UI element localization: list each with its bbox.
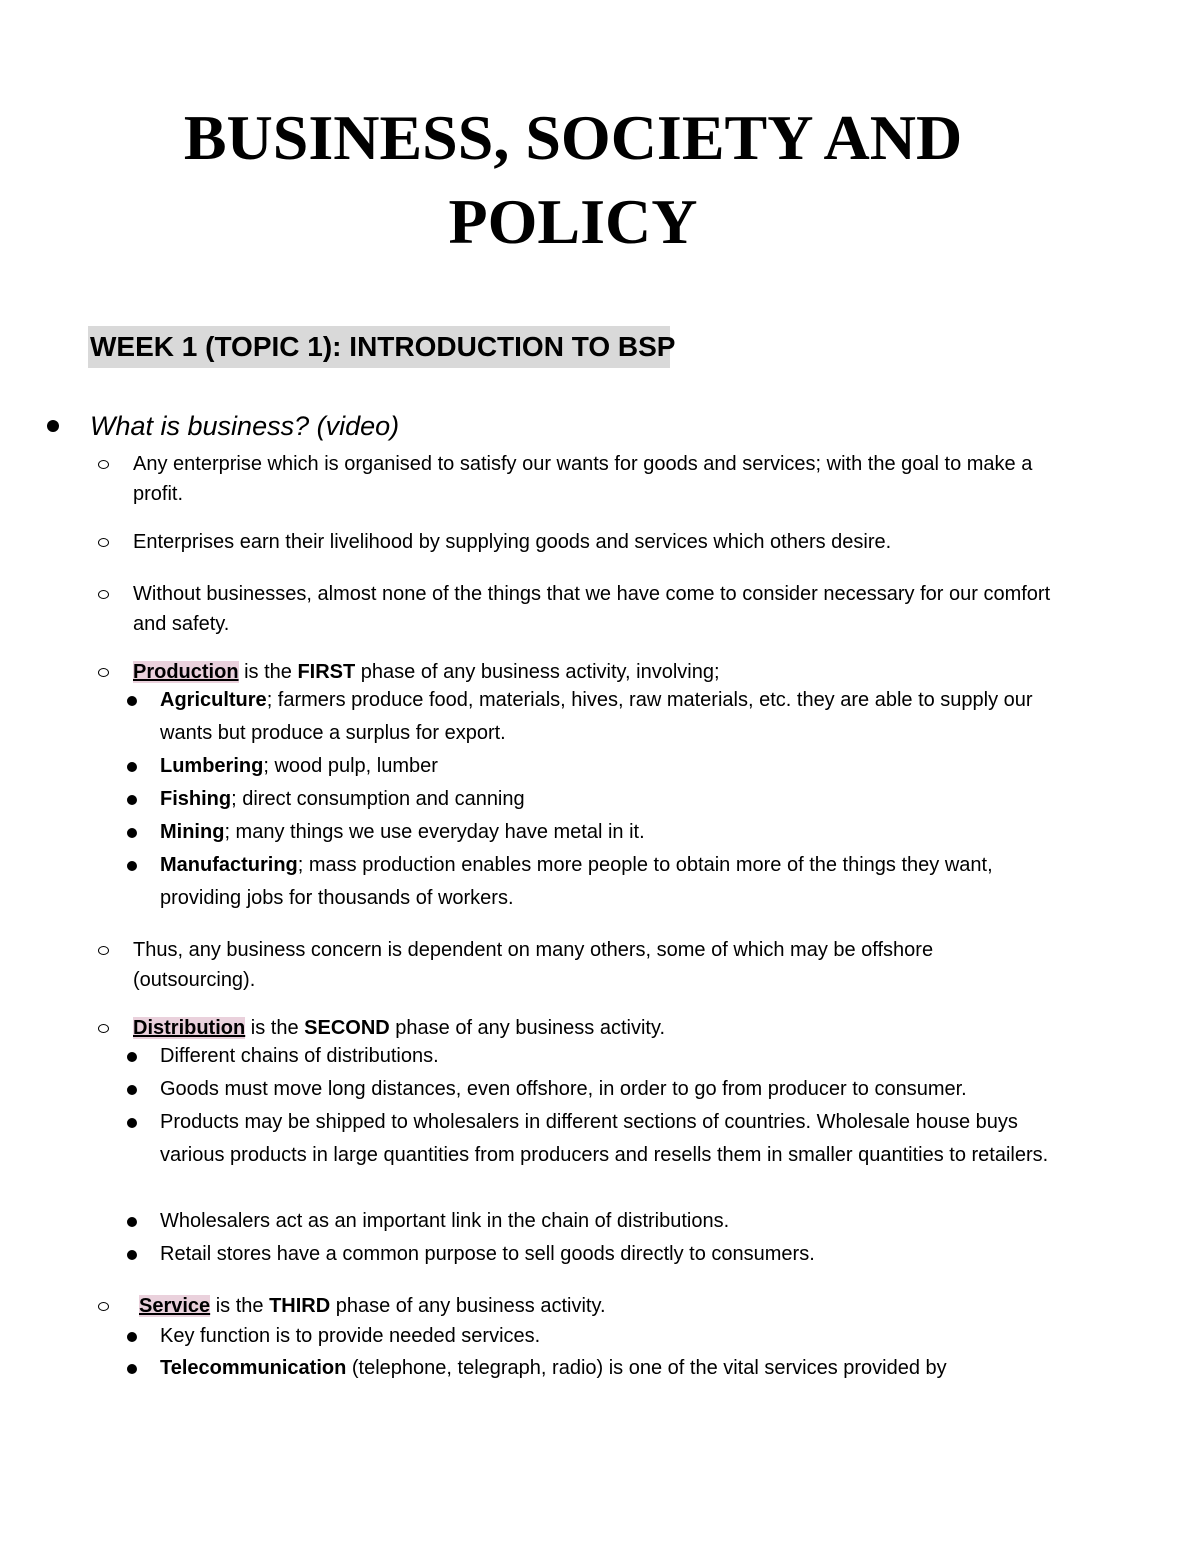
item-text: ; farmers produce food, materials, hives, raw materials, etc. they are able to supply our wants but produce a surplus for export. [160,689,1033,744]
item-term: Mining [160,821,225,843]
circle-bullet-icon [98,1024,109,1033]
distribution-line [133,1013,1053,1043]
week-heading: WEEK 1 (TOPIC 1): INTRODUCTION TO BSP [88,326,670,368]
paragraph-dependence: Thus, any business concern is dependent on many others, some of which may be offshore (outsourcing). [133,939,934,991]
bullet-icon [127,696,137,706]
circle-bullet-icon [98,1302,109,1311]
item-term: Fishing [160,788,232,810]
circle-bullet-icon [98,590,109,599]
service-phase: THIRD [269,1295,331,1317]
item-text: ; mass production enables more people to obtain more of the things they want, providing jobs for thousands of workers. [160,854,993,909]
circle-bullet-icon [98,668,109,677]
item-text: ; many things we use everyday have metal in it. [224,821,645,843]
service-line [139,1291,1059,1321]
service-term: Service [139,1295,211,1317]
list-item: Retail stores have a common purpose to sell goods directly to consumers. [160,1243,815,1265]
distribution-term: Distribution [133,1017,246,1039]
production-pre: is the [238,661,298,683]
paragraph-livelihood: Enterprises earn their livelihood by supplying goods and services which others desire. [133,531,892,553]
bullet-icon [127,1052,137,1062]
bullet-icon [127,1332,137,1342]
bullet-icon [127,1250,137,1260]
bullet-icon [127,1118,137,1128]
item-text: (telephone, telegraph, radio) is one of the vital services provided by [346,1357,947,1379]
item-term: Manufacturing [160,854,298,876]
bullet-icon [127,1364,137,1374]
list-item-mining [160,816,1070,849]
bullet-icon [127,861,137,871]
item-term: Telecommunication [160,1357,347,1379]
item-term: Agriculture [160,689,267,711]
item-text: ; wood pulp, lumber [263,755,438,777]
list-item-fishing [160,783,1070,816]
circle-bullet-icon [98,460,109,469]
list-item-telecommunication [160,1352,1070,1385]
service-rest: phase of any business activity. [330,1295,606,1317]
distribution-rest: phase of any business activity. [389,1017,666,1039]
distribution-phase: SECOND [304,1017,390,1039]
paragraph-without-businesses: Without businesses, almost none of the things that we have come to consider necessary for our comfort and safety. [133,583,1051,635]
item-text: ; direct consumption and canning [231,788,525,810]
list-item-lumbering [160,750,1070,783]
list-item: Wholesalers act as an important link in the chain of distributions. [160,1210,730,1232]
paragraph-definition: Any enterprise which is organised to satisfy our wants for goods and services; with the goal to make a profit. [133,453,1033,505]
list-item: Goods must move long distances, even offshore, in order to go from producer to consumer. [160,1078,967,1100]
production-term: Production [133,661,239,683]
distribution-pre: is the [245,1017,305,1039]
bullet-icon [127,828,137,838]
production-line [133,657,1053,687]
title-line-2: POLICY [448,186,698,257]
service-pre: is the [210,1295,270,1317]
item-term: Lumbering [160,755,264,777]
title-line-1: BUSINESS, SOCIETY AND [183,102,963,173]
bullet-icon [127,1217,137,1227]
production-rest: phase of any business activity, involving; [355,661,720,683]
bullet-icon [47,420,59,432]
list-item-manufacturing [160,849,1070,915]
production-phase: FIRST [297,661,356,683]
list-item-agriculture [160,684,1070,750]
circle-bullet-icon [98,946,109,955]
circle-bullet-icon [98,538,109,547]
section-heading: What is business? (video) [90,411,400,441]
bullet-icon [127,795,137,805]
list-item: Different chains of distributions. [160,1045,439,1067]
list-item: Key function is to provide needed services. [160,1325,541,1347]
bullet-icon [127,762,137,772]
document-title [0,96,1146,264]
list-item: Products may be shipped to wholesalers in different sections of countries. Wholesale house buys various products in large quantities from producers and resells them in smaller quantities to retailers. [160,1111,1049,1166]
bullet-icon [127,1085,137,1095]
